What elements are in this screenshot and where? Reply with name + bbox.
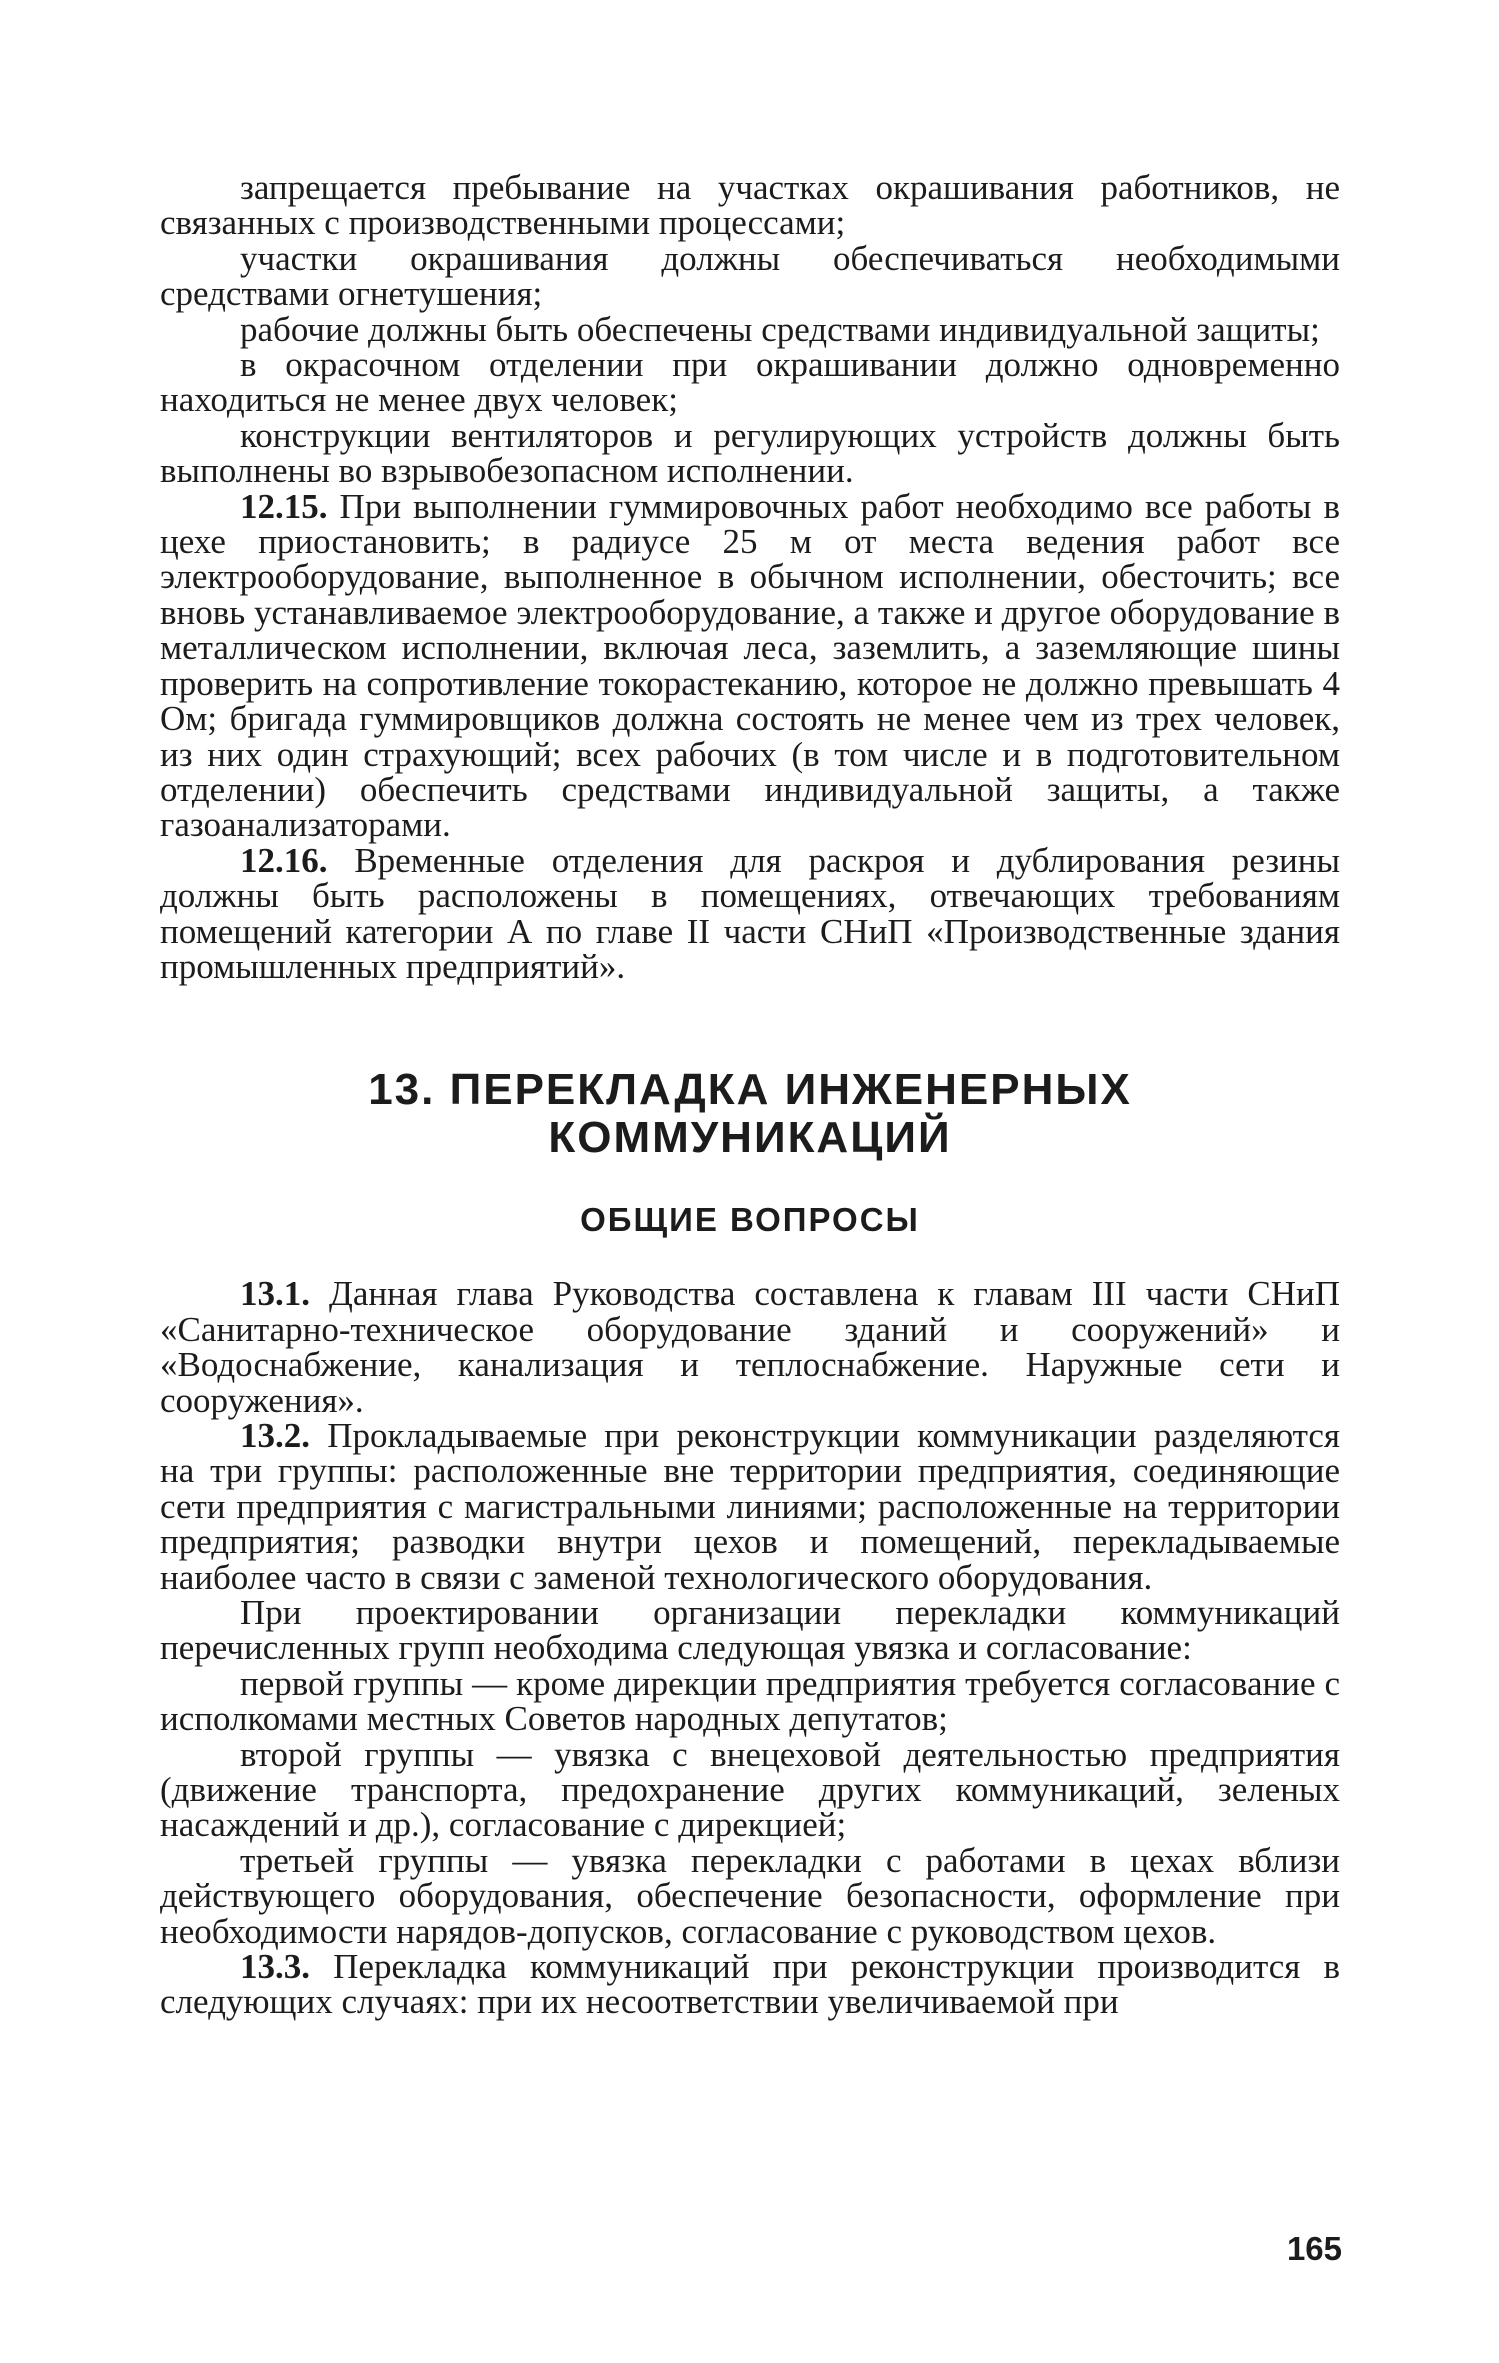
chapter-title (160, 1066, 1340, 1162)
chapter-title-line: 13. ПЕРЕКЛАДКА ИНЖЕНЕРНЫХ (368, 1065, 1132, 1115)
paragraph (160, 1415, 1341, 1597)
paragraph (160, 415, 1340, 491)
clause-number: 13.1. (240, 1274, 310, 1314)
paragraph (160, 238, 1340, 314)
chapter-title-line: КОММУНИКАЦИЙ (548, 1113, 952, 1163)
paragraph-text: Данная глава Руководства составлена к главам III части СНиП «Санитарно-техническое оборудование зданий и сооружений» и «Водоснабжение, канализация и теплоснабжение. Наружные сети и сооружения». (160, 1274, 1340, 1420)
paragraph-text: рабочие должны быть обеспечены средствами индивидуальной защиты; (240, 309, 1320, 349)
page-number: 165 (1286, 2230, 1342, 2267)
paragraph-text: первой группы — кроме дирекции предприятия требуется согласование с исполкомами местных Советов народных депутатов; (160, 1663, 1340, 1739)
paragraph (160, 1276, 1340, 1418)
paragraphs-bottom (160, 1276, 1340, 2020)
paragraph-text: При выполнении гуммировочных работ необходимо все работы в цехе приостановить; в радиусе 25 м от места ведения работ все электрооборудование, выполненное в обычном исполнении, обесточить; все вновь устанавливаемое электрооборудование, а также и другое оборудование в металлическом исполнении, включая леса, заземлить, а заземляющие шины проверить на сопротивление токорастеканию, которое не должно превышать 4 Ом; бригада гуммировщиков должна состоять не менее чем из трех человек, из них один страхующий; всех рабочих (в том числе и в подготовительном отделении) обеспечить средствами индивидуальной защиты, а также газоанализаторами. (160, 486, 1341, 845)
paragraph (160, 1840, 1340, 1951)
paragraphs-top (160, 170, 1340, 984)
paragraph (160, 1949, 1340, 2020)
paragraph-text: участки окрашивания должны обеспечиваться необходимыми средствами огнетушения; (160, 238, 1340, 314)
paragraph-text: третьей группы — увязка перекладки с работами в цехах вблизи действующего оборудования, обеспечение безопасности, оформление при необходимости нарядов-допусков, согласование с руководством цехов. (160, 1840, 1340, 1951)
clause-number: 13.2. (240, 1415, 310, 1455)
paragraph (160, 486, 1341, 845)
paragraph-text: конструкции вентиляторов и регулирующих устройств должны быть выполнены во взрывобезопасном исполнении. (160, 415, 1340, 491)
paragraph (160, 840, 1341, 986)
paragraph-text: Временные отделения для раскроя и дублирования резины должны быть расположены в помещениях, отвечающих требованиям помещений категории А по главе II части СНиП «Производственные здания промышленных предприятий». (160, 840, 1341, 986)
paragraph (160, 1734, 1340, 1845)
paragraph-text: запрещается пребывание на участках окрашивания работников, не связанных с производственными процессами; (160, 168, 1340, 243)
paragraph-text: второй группы — увязка с внецеховой деятельностью предприятия (движение транспорта, предохранение других коммуникаций, зеленых насаждений и др.), согласование с дирекцией; (160, 1734, 1340, 1845)
paragraph (160, 347, 1340, 418)
section-title: ОБЩИЕ ВОПРОСЫ (580, 1201, 920, 1239)
paragraph-text: При проектировании организации перекладки коммуникаций перечисленных групп необходима следующая увязка и согласование: (160, 1593, 1340, 1668)
paragraph-text: Перекладка коммуникаций при реконструкции производится в следующих случаях: при их несоответствии увеличиваемой при (160, 1947, 1341, 2022)
clause-number: 13.3. (240, 1947, 310, 1987)
paragraph (160, 1663, 1340, 1739)
paragraph (160, 1595, 1340, 1666)
paragraph-text: в окрасочном отделении при окрашивании должно одновременно находиться не менее двух человек; (160, 345, 1340, 420)
page-body (160, 170, 1340, 2020)
paragraph-text: Прокладываемые при реконструкции коммуникации разделяются на три группы: расположенные вне территории предприятия, соединяющие сети предприятия с магистральными линиями; расположенные на территории предприятия; разводки внутри цехов и помещений, перекладываемые наиболее часто в связи с заменой технологического оборудования. (160, 1415, 1341, 1597)
clause-number: 12.16. (240, 840, 328, 880)
paragraph (160, 170, 1340, 241)
clause-number: 12.15. (240, 486, 328, 526)
paragraph (160, 309, 1340, 349)
